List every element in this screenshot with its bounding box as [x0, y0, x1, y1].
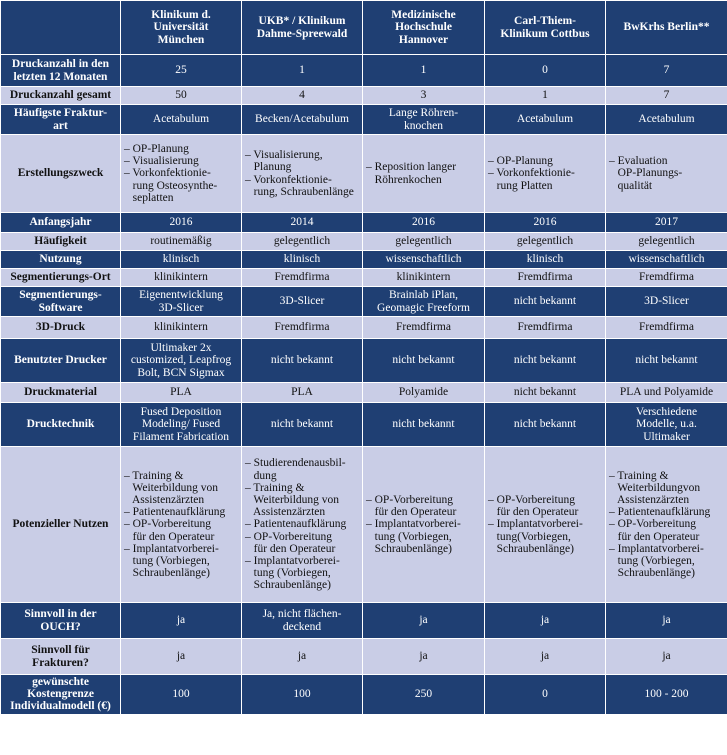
- cell-line: rung, Schraubenlänge: [245, 185, 354, 198]
- column-header: BwKrhs Berlin**: [606, 1, 727, 55]
- table-cell: [242, 675, 363, 715]
- table-cell: [242, 233, 363, 251]
- table-cell: [606, 251, 727, 269]
- cell-line: Fremdfirma: [639, 321, 694, 334]
- table-cell: [485, 233, 606, 251]
- cell-line: – Studierendenausbil-: [245, 457, 346, 470]
- cell-line: – OP-Vorbereitung: [488, 493, 575, 506]
- cell-line: nicht bekannt: [392, 418, 455, 431]
- cell-line: Ja, nicht flächen-: [262, 608, 342, 621]
- cell-line: ja: [540, 614, 550, 627]
- cell-line: ja: [540, 650, 550, 663]
- cell-line: für den Operateur: [245, 542, 336, 555]
- cell-line: nicht bekannt: [513, 354, 577, 367]
- cell-line: Brainlab iPlan,: [389, 289, 458, 302]
- row-label: [1, 339, 121, 383]
- table-cell: [485, 339, 606, 383]
- cell-line: 7: [663, 89, 670, 102]
- cell-line: – OP-Planung: [488, 155, 553, 168]
- cell-line: – Vorkonfektionie-: [245, 173, 332, 186]
- cell-line: deckend: [282, 620, 322, 633]
- table-cell: [242, 251, 363, 269]
- cell-line: nicht bekannt: [513, 386, 577, 399]
- cell-line: – OP-Planung: [124, 142, 189, 155]
- cell-line: Acetabulum: [152, 113, 210, 126]
- cell-line: nicht bekannt: [270, 354, 334, 367]
- row-label-line: letzten 12 Monaten: [13, 70, 108, 83]
- table-cell: [606, 447, 727, 603]
- cell-line: 4: [299, 89, 305, 102]
- cell-line: ja: [297, 650, 307, 663]
- cell-line: Eigenentwicklung: [139, 289, 223, 302]
- table-cell: [606, 339, 727, 383]
- cell-line: nicht bekannt: [635, 354, 698, 367]
- table-cell: [606, 55, 727, 87]
- table-row: [1, 639, 727, 675]
- cell-line: customized, Leapfrog: [130, 354, 232, 367]
- cell-line: für den Operateur: [488, 506, 579, 519]
- table-row: [1, 675, 727, 715]
- table-cell: [121, 269, 242, 287]
- table-row: [1, 233, 727, 251]
- cell-line: dung: [245, 469, 277, 482]
- table-cell: [242, 87, 363, 105]
- cell-line: 2016: [412, 216, 435, 229]
- cell-line: 2017: [655, 216, 678, 229]
- table-row: [1, 317, 727, 339]
- table-cell: [121, 447, 242, 603]
- cell-line: ja: [176, 614, 186, 627]
- cell-line: Schraubenlänge): [245, 579, 331, 592]
- cell-line: ja: [662, 650, 671, 663]
- row-label-line: Potenzieller Nutzen: [12, 518, 109, 531]
- table-cell: [485, 603, 606, 639]
- cell-line: – Patientenaufklärung: [245, 518, 347, 531]
- table-cell: [363, 233, 485, 251]
- table-cell: [121, 213, 242, 233]
- row-label: [1, 287, 121, 317]
- cell-line: 3D-Slicer: [279, 295, 325, 308]
- cell-line: – Training &: [245, 481, 305, 494]
- table-cell: [363, 213, 485, 233]
- cell-line: 0: [542, 64, 548, 77]
- table-cell: [121, 603, 242, 639]
- cell-line: 1: [542, 89, 548, 102]
- row-label: [1, 639, 121, 675]
- table-cell: [242, 639, 363, 675]
- table-cell: [363, 403, 485, 447]
- table-cell: [606, 603, 727, 639]
- cell-line: Weiterbildung von: [124, 481, 219, 494]
- cell-line: 3D-Slicer: [158, 301, 204, 314]
- cell-line: Verschiedene: [635, 406, 698, 419]
- table-cell: [606, 105, 727, 135]
- table-cell: [485, 675, 606, 715]
- table-cell: [606, 639, 727, 675]
- row-label: [1, 213, 121, 233]
- cell-line: nicht bekannt: [513, 418, 577, 431]
- cell-line: klinikintern: [396, 271, 451, 284]
- table-cell: [121, 317, 242, 339]
- cell-line: – OP-Vorbereitung: [124, 518, 211, 531]
- table-row: [1, 447, 727, 603]
- row-label-line: Sinnvoll für: [31, 644, 90, 657]
- cell-line: – Implantatvorberei-: [366, 518, 461, 531]
- table-cell: [242, 135, 363, 213]
- cell-line: Fremdfirma: [639, 271, 694, 284]
- cell-line: 25: [175, 64, 187, 77]
- cell-line: – Training &: [124, 469, 184, 482]
- cell-line: für den Operateur: [609, 530, 700, 543]
- row-label: [1, 383, 121, 403]
- cell-line: Modelle, u.a.: [636, 418, 697, 431]
- cell-line: Planung: [245, 161, 292, 174]
- cell-line: Fremdfirma: [517, 321, 573, 334]
- cell-line: gelegentlich: [395, 235, 452, 248]
- cell-line: Bolt, BCN Sigmax: [137, 366, 225, 379]
- cell-line: Becken/Acetabulum: [255, 113, 349, 126]
- table-cell: [363, 383, 485, 403]
- table-cell: [242, 105, 363, 135]
- cell-line: Ultimaker: [643, 430, 690, 443]
- table-cell: [606, 675, 727, 715]
- cell-line: Schraubenlänge): [609, 567, 695, 580]
- column-header: UKB* / Klinikum Dahme-Spreewald: [242, 1, 363, 55]
- cell-line: – OP-Vorbereitung: [609, 518, 696, 531]
- table-cell: [121, 135, 242, 213]
- table-cell: [242, 339, 363, 383]
- column-header: Klinikum d. Universität München: [121, 1, 242, 55]
- table-cell: [121, 639, 242, 675]
- table-row: [1, 383, 727, 403]
- cell-line: klinisch: [283, 253, 321, 266]
- cell-line: Fremdfirma: [274, 321, 330, 334]
- cell-line: klinisch: [162, 253, 200, 266]
- table-cell: [606, 213, 727, 233]
- row-label-line: Druckmaterial: [24, 386, 97, 399]
- cell-line: Acetabulum: [638, 113, 695, 126]
- header-corner: [1, 1, 121, 55]
- cell-line: – Implantatvorberei-: [245, 555, 340, 567]
- cell-line: PLA und Polyamide: [619, 386, 714, 399]
- cell-line: PLA: [170, 386, 192, 399]
- cell-line: Ultimaker 2x: [150, 342, 212, 355]
- cell-line: OP-Planungs-: [609, 167, 683, 180]
- table-cell: [121, 339, 242, 383]
- table-cell: [242, 403, 363, 447]
- cell-line: Weiterbildungvon: [609, 481, 701, 494]
- row-label: [1, 87, 121, 105]
- table-cell: [485, 447, 606, 603]
- row-label-line: Sinnvoll in der: [24, 608, 97, 621]
- table-cell: [606, 403, 727, 447]
- row-label: [1, 317, 121, 339]
- table-row: [1, 105, 727, 135]
- cell-line: Modeling/ Fused: [141, 418, 221, 431]
- table-cell: [485, 383, 606, 403]
- table-cell: [485, 213, 606, 233]
- table-cell: [121, 55, 242, 87]
- cell-line: gelegentlich: [516, 235, 574, 248]
- table-cell: [363, 105, 485, 135]
- row-label-line: Benutzter Drucker: [14, 354, 107, 367]
- row-label-line: OUCH?: [40, 620, 81, 633]
- row-label-line: art: [53, 119, 68, 132]
- cell-line: Filament Fabrication: [132, 430, 230, 443]
- table-cell: [121, 403, 242, 447]
- table-cell: [485, 639, 606, 675]
- table-cell: [485, 251, 606, 269]
- cell-line: 2014: [290, 216, 314, 229]
- cell-line: – Evaluation: [609, 155, 668, 168]
- cell-line: Assistenzärzten: [245, 506, 326, 519]
- cell-line: ja: [419, 650, 428, 663]
- cell-line: – Vorkonfektionie-: [124, 167, 211, 180]
- table-cell: [121, 383, 242, 403]
- table-cell: [606, 383, 727, 403]
- cell-line: Fused Deposition: [140, 406, 222, 419]
- cell-line: 250: [414, 688, 433, 701]
- table-cell: [121, 105, 242, 135]
- cell-line: Schraubenlänge): [124, 567, 210, 580]
- table-cell: [121, 251, 242, 269]
- row-label-line: Häufigkeit: [34, 235, 87, 248]
- row-label-line: Druckanzahl gesamt: [9, 89, 112, 102]
- cell-line: seplatten: [124, 191, 174, 204]
- cell-line: – Patientenaufklärung: [124, 506, 226, 519]
- cell-line: Assistenzärzten: [609, 493, 690, 506]
- cell-line: nicht bekannt: [392, 354, 455, 367]
- table-cell: [606, 269, 727, 287]
- cell-line: – Reposition langer: [366, 161, 457, 174]
- cell-line: ja: [176, 650, 186, 663]
- row-label-line: Frakturen?: [32, 656, 89, 669]
- table-row: [1, 403, 727, 447]
- table-cell: [363, 639, 485, 675]
- row-label: [1, 55, 121, 87]
- row-label: [1, 675, 121, 715]
- cell-line: – OP-Vorbereitung: [245, 530, 332, 543]
- cell-line: Schraubenlänge): [366, 542, 452, 555]
- cell-line: ja: [662, 614, 671, 627]
- table-cell: [363, 339, 485, 383]
- table-row: [1, 87, 727, 105]
- table-cell: [606, 233, 727, 251]
- cell-line: Fremdfirma: [396, 321, 451, 334]
- cell-line: – Implantatvorberei-: [609, 542, 704, 555]
- table-cell: [606, 287, 727, 317]
- table-row: [1, 339, 727, 383]
- table-cell: [242, 269, 363, 287]
- cell-line: wissenschaftlich: [385, 253, 462, 266]
- table-cell: [242, 317, 363, 339]
- cell-line: tung (Vorbiegen,: [245, 567, 331, 580]
- table-cell: [485, 317, 606, 339]
- cell-line: 50: [175, 89, 187, 102]
- cell-line: wissenschaftlich: [628, 253, 705, 266]
- row-label-line: Häufigste Fraktur-: [13, 107, 108, 120]
- cell-line: 2016: [533, 216, 557, 229]
- cell-line: 2016: [169, 216, 193, 229]
- cell-line: 1: [299, 64, 305, 77]
- cell-line: 100 - 200: [644, 688, 689, 701]
- table-cell: [485, 87, 606, 105]
- table-cell: [485, 135, 606, 213]
- cell-line: Acetabulum: [516, 113, 574, 126]
- table-cell: [363, 447, 485, 603]
- cell-line: Lange Röhren-: [388, 107, 459, 120]
- row-label-line: Drucktechnik: [26, 418, 95, 431]
- row-label: [1, 269, 121, 287]
- cell-line: gelegentlich: [638, 235, 695, 248]
- cell-line: – Implantatvorberei-: [488, 518, 583, 531]
- cell-line: Weiterbildung von: [245, 493, 340, 506]
- cell-line: routinemäßig: [150, 235, 212, 248]
- cell-line: Geomagic Freeform: [377, 301, 470, 314]
- table-cell: [363, 87, 485, 105]
- cell-line: 7: [663, 64, 670, 77]
- table-cell: [363, 287, 485, 317]
- cell-line: – OP-Vorbereitung: [366, 493, 453, 506]
- cell-line: 3D-Slicer: [644, 295, 689, 308]
- cell-line: – Implantatvorberei-: [124, 542, 219, 555]
- cell-line: 100: [172, 688, 190, 701]
- cell-line: nicht bekannt: [270, 418, 334, 431]
- table-row: [1, 213, 727, 233]
- table-row: [1, 251, 727, 269]
- table-row: [1, 135, 727, 213]
- cell-line: – Vorkonfektionie-: [488, 167, 575, 180]
- row-label: [1, 403, 121, 447]
- row-label-line: Kostengrenze: [27, 688, 94, 701]
- cell-line: qualität: [609, 179, 653, 192]
- table-cell: [121, 233, 242, 251]
- cell-line: klinikintern: [154, 321, 208, 334]
- cell-line: PLA: [291, 386, 313, 399]
- table-cell: [363, 675, 485, 715]
- table-row: [1, 55, 727, 87]
- row-label-line: Segmentierungs-Ort: [10, 271, 111, 284]
- column-header: Medizinische Hochschule Hannover: [363, 1, 485, 55]
- cell-line: ja: [419, 614, 428, 627]
- table-row: [1, 287, 727, 317]
- cell-line: – Patientenaufklärung: [609, 506, 711, 519]
- row-label: [1, 233, 121, 251]
- row-label-line: Druckanzahl in den: [11, 58, 110, 71]
- row-label-line: gewünschte: [32, 676, 89, 688]
- table-cell: [606, 87, 727, 105]
- table-cell: [242, 213, 363, 233]
- cell-line: rung Osteosynthe-: [124, 179, 218, 192]
- table-cell: [485, 403, 606, 447]
- column-header: Carl-Thiem- Klinikum Cottbus: [485, 1, 606, 55]
- table-cell: [363, 269, 485, 287]
- row-label-line: Software: [38, 301, 83, 314]
- row-label-line: Individualmodell (€): [10, 700, 111, 713]
- table-cell: [363, 603, 485, 639]
- row-label-line: 3D-Druck: [35, 321, 86, 334]
- cell-line: – Visualisierung: [124, 155, 199, 168]
- table-row: [1, 269, 727, 287]
- row-label-line: Nutzung: [39, 253, 82, 266]
- cell-line: – Visualisierung,: [245, 149, 323, 162]
- cell-line: Polyamide: [398, 386, 449, 399]
- cell-line: klinikintern: [154, 271, 208, 284]
- table-cell: [242, 603, 363, 639]
- cell-line: Fremdfirma: [274, 271, 330, 284]
- row-label-line: Erstellungszweck: [17, 167, 104, 180]
- cell-line: 0: [542, 688, 548, 701]
- cell-line: Schraubenlänge): [488, 542, 574, 555]
- cell-line: rung Platten: [488, 179, 553, 192]
- table-cell: [363, 251, 485, 269]
- row-label-line: Segmentierungs-: [19, 289, 102, 302]
- row-label: [1, 135, 121, 213]
- table-cell: [606, 317, 727, 339]
- table-cell: [121, 287, 242, 317]
- row-label: [1, 447, 121, 603]
- table-cell: [485, 287, 606, 317]
- table-cell: [242, 383, 363, 403]
- cell-line: Assistenzärzten: [124, 493, 205, 506]
- cell-line: 3: [420, 89, 427, 102]
- row-label: [1, 105, 121, 135]
- table-cell: [485, 55, 606, 87]
- cell-line: nicht bekannt: [513, 295, 577, 308]
- table-cell: [363, 317, 485, 339]
- table-cell: [242, 55, 363, 87]
- cell-line: tung(Vorbiegen,: [488, 530, 571, 543]
- row-label-line: Anfangsjahr: [29, 216, 92, 229]
- cell-line: 1: [420, 64, 427, 77]
- cell-line: tung (Vorbiegen,: [366, 530, 452, 543]
- table-cell: [485, 105, 606, 135]
- row-label: [1, 603, 121, 639]
- table-cell: [242, 447, 363, 603]
- cell-line: Röhrenkochen: [366, 173, 442, 186]
- cell-line: knochen: [404, 119, 443, 132]
- table-cell: [242, 287, 363, 317]
- cell-line: für den Operateur: [366, 506, 457, 519]
- table-cell: [606, 135, 727, 213]
- table-cell: [485, 269, 606, 287]
- table-row: [1, 603, 727, 639]
- cell-line: 100: [293, 688, 311, 701]
- cell-line: Fremdfirma: [517, 271, 573, 284]
- table-cell: [121, 87, 242, 105]
- cell-line: für den Operateur: [124, 530, 215, 543]
- table-cell: [363, 135, 485, 213]
- row-label: [1, 251, 121, 269]
- table-cell: [363, 55, 485, 87]
- cell-line: tung (Vorbiegen,: [124, 555, 210, 567]
- table-cell: [121, 675, 242, 715]
- cell-line: – Training &: [609, 469, 669, 482]
- cell-line: klinisch: [526, 253, 564, 266]
- cell-line: gelegentlich: [273, 235, 331, 248]
- cell-line: tung (Vorbiegen,: [609, 555, 695, 567]
